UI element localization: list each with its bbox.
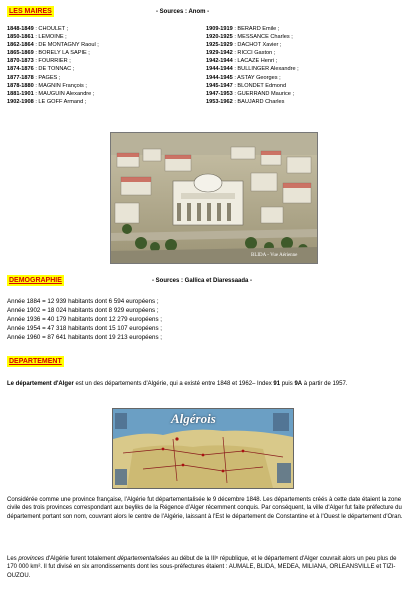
mayor-row: [206, 49, 299, 57]
mayor-row: [206, 90, 299, 98]
mayor-row: [7, 82, 99, 90]
department-paragraph-2: [7, 555, 405, 580]
aerial-photo: [110, 132, 318, 264]
mayor-row: [7, 65, 99, 73]
demography-row: Année 1902 = 18 024 habitants dont 8 929 européens ;: [7, 307, 159, 314]
mayor-row: [7, 41, 99, 49]
mayor-years: 1947-1953: [206, 90, 233, 97]
mayor-name: : CHOULET ;: [33, 26, 69, 32]
mayor-row: [206, 33, 299, 41]
mayor-row: [206, 74, 299, 82]
mayor-name: : MAGNIN François ;: [33, 82, 87, 89]
mayor-row: [7, 74, 99, 82]
mayor-name: : BULLINGER Alexandre ;: [232, 66, 299, 73]
intro-bold: Le département d'Alger: [7, 381, 74, 387]
demography-row: Année 1936 = 40 179 habitants dont 12 279 européens ;: [7, 316, 162, 323]
mayor-years: 1870-1873: [7, 58, 34, 65]
mayors-left-column: [7, 25, 99, 106]
mayor-name: : FOURRIER ;: [33, 58, 71, 65]
mayor-years: 1944-1945: [206, 74, 233, 81]
mayor-years: 1877-1878: [7, 74, 34, 81]
demography-row: Année 1960 = 87 641 habitants dont 19 213 européens ;: [7, 334, 162, 341]
mayor-years: 1874-1876: [7, 66, 34, 73]
para2-departementalisees: départementalisées: [117, 556, 170, 562]
algerois-map: [112, 408, 294, 489]
mayor-row: [7, 25, 99, 33]
mayor-name: : RICCI Gaston ;: [232, 50, 276, 57]
mayor-years: 1881-1901: [7, 90, 34, 97]
index-91: 91: [273, 381, 282, 387]
mayor-years: 1925-1929: [206, 42, 233, 49]
aerial-photo-caption: BLIDA - Vue Aérienne: [251, 253, 298, 258]
department-intro: [7, 380, 405, 388]
mayor-name: : MESSANCE Charles ;: [232, 34, 293, 41]
mayor-name: : DE MONTAGNY Raoul ;: [33, 42, 99, 49]
mayor-name: : DACHOT Xavier ;: [232, 42, 282, 49]
demography-heading: DEMOGRAPHIE: [9, 277, 62, 284]
mayor-name: : ASTAY Georges ;: [232, 74, 281, 81]
intro-text: est un des départements d'Algérie, qui a existé entre 1848 et 1962– Index: [73, 381, 274, 387]
para2-mid: d'Algérie furent totalement: [44, 556, 118, 562]
mayor-row: [206, 65, 299, 73]
mayor-name: : GUERRAND Maurice ;: [232, 90, 294, 97]
map-title: Algérois: [171, 411, 216, 426]
para2-start: Les: [7, 556, 19, 562]
mayor-years: 1942-1944: [206, 58, 233, 65]
demography-source: - Sources : Gallica et Diaressaada -: [152, 278, 253, 284]
mayor-years: 1862-1864: [7, 42, 34, 49]
mayor-name: : LE GOFF Armand ;: [33, 98, 87, 105]
mayor-row: [206, 57, 299, 65]
mayor-years: 1865-1869: [7, 50, 34, 57]
mayor-name: : PAGES ;: [33, 74, 61, 81]
mayor-name: : BLONDET Edmond: [232, 82, 287, 89]
mayor-years: 1953-1962: [206, 98, 233, 105]
mayor-name: : LACAZE Henri ;: [232, 58, 278, 65]
mayor-years: 1878-1880: [7, 82, 34, 89]
aerial-photo-image: [111, 133, 317, 263]
mayor-row: [206, 98, 299, 106]
mayor-row: [206, 82, 299, 90]
mayor-years: 1920-1925: [206, 34, 233, 41]
demography-list: [7, 297, 162, 342]
mayors-heading: LES MAIRES: [9, 8, 52, 15]
mayor-years: 1850-1861: [7, 34, 34, 41]
mayor-years: 1929-1942: [206, 50, 233, 57]
department-paragraph-1: Considérée comme une province française, l'Algérie fut départementalisée le 9 décembre 1848. Les départements créés à cette date étaient la zone civile des trois provinces correspondant aux beyliks de la Régence d'Alger récemment conquis. Par conséquent, la ville d'Alger fut faite préfecture du département portant son nom, couvrant alors le centre de l'Algérie, laissant à l'Est le département de Constantine et à l'Ouest le département d'Oran.: [7, 497, 403, 520]
mayor-row: [7, 98, 99, 106]
mayor-name: : LEMOINE ;: [33, 34, 67, 41]
mayor-name: : BERARD Emile ;: [232, 26, 280, 32]
mayor-row: [7, 33, 99, 41]
mayor-row: [7, 57, 99, 65]
para2-rest: au début de la IIIᵉ république, et le département d'Alger couvrait alors un peu plus de 170 000 km². Il fut divisé en six arrondissements dont les sous-préfectures étaient : AUMALE, BLIDA, MEDEA, MILIANA, ORLEANSVILLE et TIZI-OUZOU.: [7, 556, 397, 579]
mayor-row: [7, 90, 99, 98]
mayor-years: 1944-1944: [206, 66, 233, 73]
mayors-right-column: [206, 25, 299, 106]
mayor-name: : DE TONNAC ;: [33, 66, 75, 73]
mayor-row: [7, 49, 99, 57]
mayor-years: 1902-1908: [7, 98, 34, 105]
mayors-source: - Sources : Anom -: [156, 9, 210, 15]
mayor-name: : MAUGUIN Alexandre ;: [33, 90, 95, 97]
department-heading: DEPARTEMENT: [9, 358, 62, 365]
intro-end: à partir de 1957.: [302, 381, 348, 387]
mayor-row: [206, 41, 299, 49]
demography-row: Année 1884 = 12 939 habitants dont 6 594 européens ;: [7, 298, 159, 305]
mayor-years: 1909-1919: [206, 26, 233, 32]
index-mid: puis: [281, 381, 295, 387]
mayor-name: : BORELY LA SAPIE ;: [33, 50, 90, 57]
mayor-row: [206, 25, 299, 33]
mayor-name: : BAUJARD Charles: [232, 98, 285, 105]
para2-provinces: provinces: [18, 556, 45, 562]
demography-row: Année 1954 = 47 318 habitants dont 15 107 européens ;: [7, 325, 162, 332]
mayor-years: 1945-1947: [206, 82, 233, 89]
mayor-years: 1848-1849: [7, 26, 34, 32]
index-9a: 9A: [294, 381, 303, 387]
